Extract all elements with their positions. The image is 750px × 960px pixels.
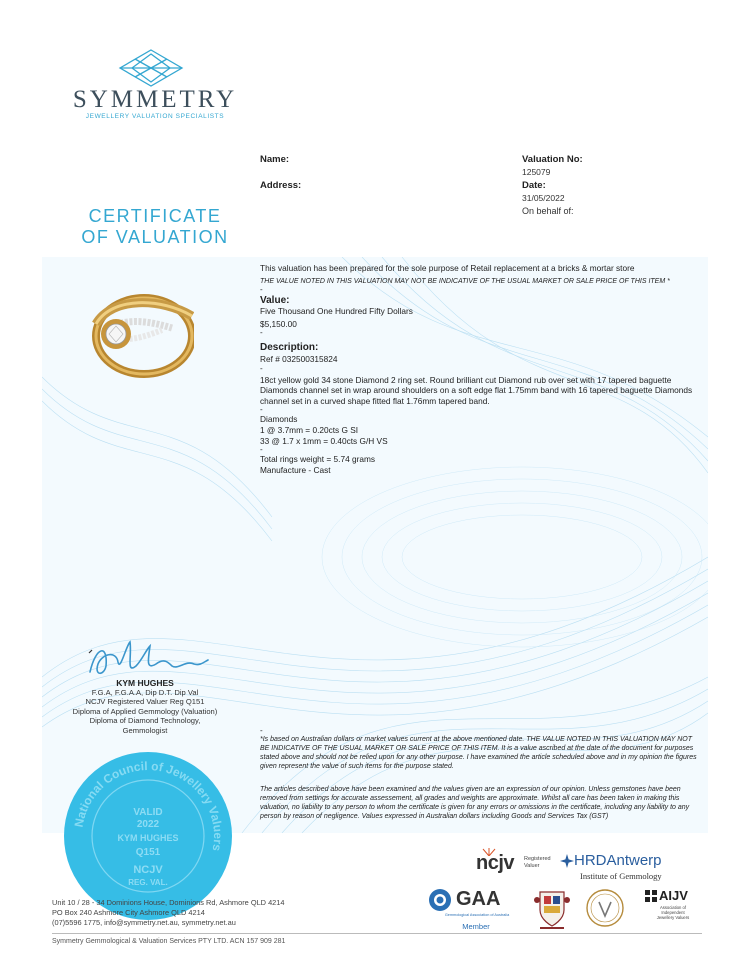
- certificate-title-line-2: OF VALUATION: [81, 227, 229, 247]
- ncjv-registered-valuer-logo: [476, 848, 566, 878]
- certificate-title: [60, 206, 250, 248]
- ncjv-logo-text: ncjv: [476, 852, 515, 874]
- valuation-body: This valuation has been prepared for the sole purpose of Retail replacement at a bricks & mortar store THE VALUE NOTED IN THIS VALUATION MAY NOT BE INDICATIVE OF THE USUAL MARKET OR SALE PRICE OF THIS ITEM * - Value: Five Thousand One Hundred Fifty Dollars $5,150.00 - Description: Ref # 032500315824 - 18ct yellow gold 34 stone Diamond 2 ring set. Round brilliant cut Diamond rub over set with 17 tapered baguette Diamonds channel set in wrap around shoulders on a soft edge flat 1.75mm band with 16 tapered baguette Diamonds channel set in a curved shape fitted flat 1.76mm tapered band. - Diamonds 1 @ 3.7mm = 0.20cts G SI 33 @ 1.7 x 1mm = 0.40cts G/H VS - Total rings weight = 5.74 grams Manufacture - Cast: [260, 263, 700, 475]
- item-description: 18ct yellow gold 34 stone Diamond 2 ring set. Round brilliant cut Diamond rub over set with 17 tapered baguette Diamonds channel set in wrap around shoulders on a soft edge flat 1.75mm band with 16 tapered baguette Diamonds channel set in a curved shape fitted flat 1.76mm tapered band.: [260, 374, 693, 406]
- seal-line: VALID: [133, 807, 163, 818]
- manufacture: Manufacture - Cast: [260, 464, 331, 475]
- seal-line: REG. VAL.: [128, 878, 168, 887]
- footer-contact: (07)5596 1775, info@symmetry.net.au, symmetry.net.au: [52, 918, 236, 927]
- symmetry-logo-mark: [118, 48, 184, 88]
- value-notice: THE VALUE NOTED IN THIS VALUATION MAY NOT BE INDICATIVE OF THE USUAL MARKET OR SALE PRICE OF THIS ITEM *: [260, 277, 670, 285]
- seal-line: KYM HUGHES: [117, 833, 179, 843]
- brand-name: SYMMETRY: [72, 86, 238, 113]
- ring-photo: [82, 276, 194, 384]
- brand-tagline: JEWELLERY VALUATION SPECIALISTS: [85, 113, 225, 120]
- valuer-qualification: Diploma of Applied Gemmology (Valuation): [72, 706, 218, 716]
- seal-line: Q151: [135, 847, 161, 858]
- valuer-qualifications: [40, 688, 250, 735]
- reference-number: Ref # 032500315824: [260, 353, 338, 364]
- value-amount: $5,150.00: [260, 318, 297, 329]
- coat-of-arms-crest: [532, 886, 572, 932]
- valuer-qualification: Diploma of Diamond Technology,: [89, 716, 201, 726]
- hrd-antwerp-logo: [560, 852, 710, 886]
- disclaimer-market-value: - *Is based on Australian dollars or market values current at the above mentioned date. THE VALUE NOTED IN THIS VALUATION MAY NOT BE INDICATIVE OF THE USUAL MARKET OR SALE PRICE OF THIS ITEM. It is a value ascribed at the date of the document for purposes stated above and should not be relied upon for any other purpose. I have examined the article scheduled above and in my opinion the figures given represent the value of such items for the purpose stated.: [260, 727, 700, 771]
- diamond-line-2: 33 @ 1.7 x 1mm = 0.40cts G/H VS: [260, 435, 388, 446]
- aijv-sub-text: Association of Independent Jewellery Valuers: [656, 905, 690, 920]
- valuer-name: KYM HUGHES: [116, 678, 174, 688]
- ncjv-sub-text: Valuer: [524, 863, 540, 869]
- valuer-qualification: NCJV Registered Valuer Reg Q151: [85, 697, 205, 707]
- gaa-emblem-icon: [428, 888, 452, 912]
- footer-address-line: Unit 10 / 28 - 34 Dominions House, Dominions Rd, Ashmore QLD 4214: [52, 898, 285, 907]
- gaa-member-logo: [426, 886, 526, 932]
- value-in-words: Five Thousand One Hundred Fifty Dollars: [260, 306, 413, 317]
- valuation-no-value: 125079: [522, 167, 551, 177]
- ncjv-sub-text: Registered: [524, 856, 551, 862]
- total-weight: Total rings weight = 5.74 grams: [260, 454, 376, 465]
- disclaimer-liability: [260, 785, 700, 821]
- valuer-signature: [86, 636, 210, 680]
- name-label: Name:: [260, 154, 290, 165]
- footer-company: Symmetry Gemmological & Valuation Services PTY LTD. ACN 157 909 281: [52, 938, 286, 945]
- footer-address: [52, 898, 382, 928]
- date-label: Date:: [522, 180, 546, 191]
- seal-line: 2022: [136, 819, 160, 830]
- valuer-qualification: Gemmologist: [122, 725, 168, 735]
- aijv-grid-icon: [645, 890, 657, 902]
- ncjv-sparkle-icon: [480, 848, 498, 856]
- valuer-circle-logo: [585, 888, 625, 928]
- hrd-logo-text: HRDAntwerp: [574, 852, 662, 869]
- seal-line: NCJV: [133, 864, 163, 876]
- hrd-star-icon: [560, 854, 574, 868]
- on-behalf-label: On behalf of:: [522, 206, 574, 216]
- purpose-statement: This valuation has been prepared for the sole purpose of Retail replacement at a bricks & mortar store: [260, 263, 635, 273]
- disclaimer-text: *Is based on Australian dollars or market values current at the above mentioned date. THE VALUE NOTED IN THIS VALUATION MAY NOT BE INDICATIVE OF THE USUAL MARKET OR SALE PRICE OF THIS ITEM. It is a value ascribed at the date of the document for purposes stated above and should not be relied upon for any other purpose. I have examined the article scheduled above and in my opinion the figures given represent the value of such items for the purpose stated.: [260, 736, 697, 770]
- hrd-sub-text: Institute of Gemmology: [580, 871, 662, 881]
- diamonds-label: Diamonds: [260, 414, 298, 425]
- disclaimer-text: The articles described above have been examined and the values given are an expression of our opinion. Unless gemstones have been removed from settings for accurate assessement, all grades and weights are approximate. Whilst all care has been taken in making this valuation, no liability to any person to whom the certificate is given for any errors or omissions in the certificate, including any liability to any person by reason of negligence. Values expressed in Australian dollars including Goods and Services Tax (GST): [260, 786, 690, 820]
- address-label: Address:: [260, 180, 302, 191]
- gaa-logo-text: GAA: [456, 888, 501, 910]
- value-label: Value:: [260, 294, 290, 306]
- gaa-sub-text: Gemmological Association of Australia: [444, 913, 510, 917]
- date-value: 31/05/2022: [522, 193, 565, 203]
- valuer-qualification: F.G.A, F.G.A.A, Dip D.T. Dip Val: [91, 688, 199, 697]
- valuation-no-label: Valuation No:: [522, 154, 583, 165]
- gaa-member-text: Member: [462, 922, 490, 931]
- aijv-logo: [645, 888, 701, 930]
- diamond-line-1: 1 @ 3.7mm = 0.20cts G SI: [260, 424, 359, 435]
- seal-ring-text: National Council of Jewellery Valuers: [71, 758, 226, 853]
- footer-divider: [52, 933, 702, 934]
- aijv-logo-text: AIJV: [659, 888, 688, 903]
- footer-address-line: PO Box 240 Ashmore City Ashmore QLD 4214: [52, 908, 205, 917]
- description-label: Description:: [260, 342, 319, 354]
- certificate-title-line-1: CERTIFICATE: [88, 206, 222, 226]
